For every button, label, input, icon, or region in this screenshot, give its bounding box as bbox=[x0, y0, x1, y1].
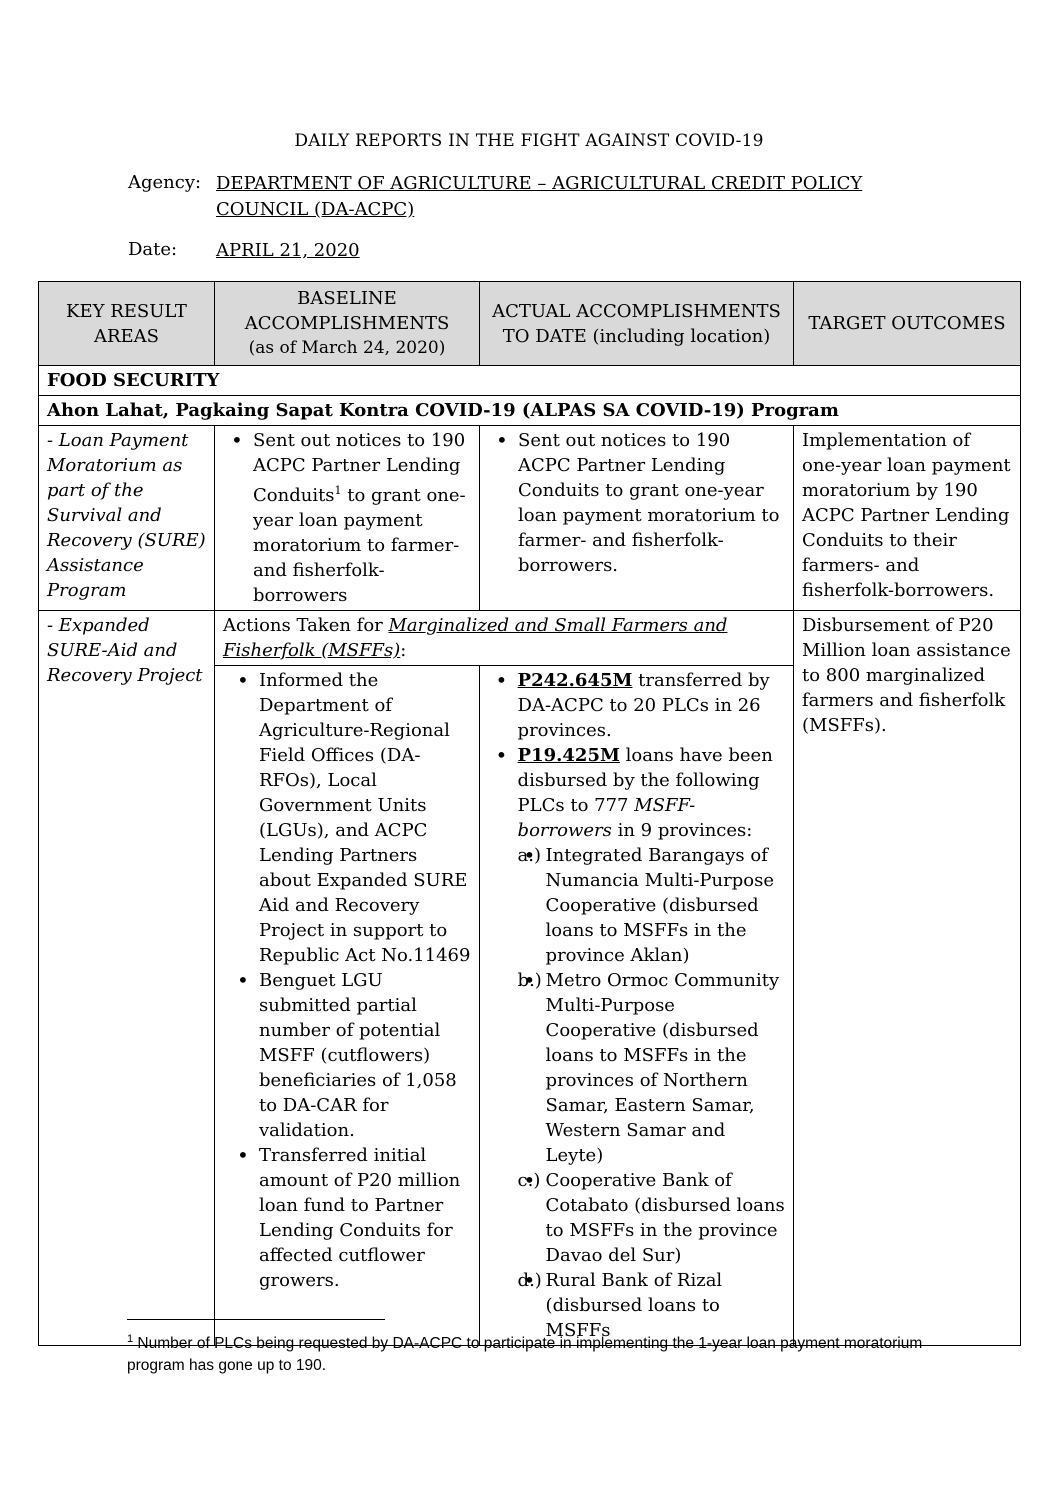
disbursed-amount: P19.425M bbox=[517, 745, 620, 766]
footnote bbox=[127, 1328, 927, 1377]
list-item bbox=[517, 1168, 785, 1268]
list-item: • Benguet LGU submitted partial number of potential MSFF (cutflowers) beneficiaries of 1,058 to DA-CAR for validation. bbox=[259, 968, 471, 1143]
header-baseline bbox=[215, 282, 480, 366]
row2-target: Disbursement of P20 Million loan assistance to 800 marginalized farmers and fisherfolk (MSFFs). bbox=[794, 611, 1021, 1346]
row1-baseline-list bbox=[223, 428, 471, 608]
table-row bbox=[39, 426, 1021, 611]
actions-prefix: Actions Taken for bbox=[223, 615, 389, 636]
row1-actual bbox=[480, 426, 794, 611]
header-baseline-title: BASELINE ACCOMPLISHMENTS bbox=[244, 288, 450, 334]
row2-baseline-list bbox=[223, 668, 471, 1293]
disbursed-text-a: loans have been disbursed by the following PLCs to 777 bbox=[517, 745, 773, 816]
header-row bbox=[39, 282, 1021, 366]
report-table bbox=[38, 281, 1021, 1346]
item-label: • d.) bbox=[517, 1270, 542, 1291]
row2-split bbox=[215, 666, 793, 1345]
row1-baseline-text-b: to grant one-year loan payment moratorium to farmer- and fisherfolk- borrowers bbox=[253, 485, 466, 606]
disbursed-borrowers: MSFF-borrowers bbox=[517, 795, 696, 841]
row2-combined bbox=[215, 611, 794, 1346]
header-key-result-areas: KEY RESULT AREAS bbox=[39, 282, 215, 366]
agency-value: DEPARTMENT OF AGRICULTURE – AGRICULTURAL CREDIT POLICY COUNCIL (DA-ACPC) bbox=[216, 173, 863, 220]
section-food-security: FOOD SECURITY bbox=[39, 366, 1021, 396]
item-text: Rural Bank of Rizal (disbursed loans to MSFFs bbox=[545, 1270, 723, 1341]
item-text: Cooperative Bank of Cotabato (disbursed loans to MSFFs in the province Davao del Sur) bbox=[545, 1170, 785, 1266]
item-text: Integrated Barangays of Numancia Multi-Purpose Cooperative (disbursed loans to MSFFs in the province Aklan) bbox=[545, 845, 774, 966]
list-item bbox=[518, 743, 785, 1343]
transferred-text: transferred by DA-ACPC to 20 PLCs in 26 provinces. bbox=[517, 670, 770, 741]
row1-baseline-text-a: Sent out notices to 190 ACPC Partner Lending Conduits bbox=[253, 430, 466, 506]
row1-target: Implementation of one-year loan payment moratorium by 190 ACPC Partner Lending Conduits to their farmers- and fisherfolk-borrowers. bbox=[794, 426, 1021, 611]
transferred-amount: P242.645M bbox=[517, 670, 633, 691]
footnote-divider bbox=[127, 1319, 385, 1320]
subsection-row bbox=[39, 396, 1021, 426]
plc-list bbox=[518, 843, 785, 1343]
list-item bbox=[253, 428, 471, 608]
actions-suffix: : bbox=[400, 640, 407, 661]
row2-kra: - Expanded SURE-Aid and Recovery Project bbox=[39, 611, 215, 1346]
date-value: APRIL 21, 2020 bbox=[216, 240, 360, 261]
section-row bbox=[39, 366, 1021, 396]
row2-actions-header bbox=[215, 611, 793, 666]
item-label: • c.) bbox=[517, 1170, 541, 1191]
header-actual: ACTUAL ACCOMPLISHMENTS TO DATE (including location) bbox=[480, 282, 794, 366]
footnote-number: 1 bbox=[127, 1333, 134, 1345]
disbursed-text-b: in 9 provinces: bbox=[611, 820, 753, 841]
list-item: • Transferred initial amount of P20 million loan fund to Partner Lending Conduits for affected cutflower growers. bbox=[259, 1143, 471, 1293]
row1-kra: - Loan Payment Moratorium as part of the Survival and Recovery (SURE) Assistance Program bbox=[39, 426, 215, 611]
row2-actual bbox=[480, 666, 793, 1345]
list-item: • Informed the Department of Agriculture-Regional Field Offices (DA-RFOs), Local Government Units (LGUs), and ACPC Lending Partners about Expanded SURE Aid and Recovery Project in support to Republic Act No.11469 bbox=[259, 668, 471, 968]
item-label: • a.) bbox=[517, 845, 542, 866]
list-item bbox=[517, 968, 785, 1168]
table-row bbox=[39, 611, 1021, 1346]
agency-label: Agency: bbox=[128, 172, 202, 193]
item-text: Metro Ormoc Community Multi-Purpose Cooperative (disbursed loans to MSFFs in the provinces of Northern Samar, Eastern Samar, Western Samar and Leyte) bbox=[545, 970, 780, 1166]
row1-actual-list bbox=[488, 428, 785, 578]
footnote-ref: 1 bbox=[334, 484, 342, 497]
footnote-text: Number of PLCs being requested by DA-ACPC to participate in implementing the 1-year loan payment moratorium program has gone up to 190. bbox=[127, 1335, 923, 1375]
header-baseline-date: (as of March 24, 2020) bbox=[248, 338, 446, 358]
page-title: DAILY REPORTS IN THE FIGHT AGAINST COVID-19 bbox=[294, 131, 764, 151]
list-item bbox=[518, 668, 785, 743]
date-label: Date: bbox=[128, 239, 178, 260]
item-label: • b.) bbox=[517, 970, 542, 991]
subsection-alpas: Ahon Lahat, Pagkaing Sapat Kontra COVID-19 (ALPAS SA COVID-19) Program bbox=[39, 396, 1021, 426]
list-item bbox=[517, 843, 785, 968]
row2-actual-list bbox=[488, 668, 785, 1343]
actions-target-group: Marginalized and Small Farmers and Fisherfolk (MSFFs) bbox=[223, 615, 728, 661]
list-item: • Sent out notices to 190 ACPC Partner Lending Conduits to grant one-year loan payment moratorium to farmer- and fisherfolk- borrowers. bbox=[518, 428, 785, 578]
header-target: TARGET OUTCOMES bbox=[794, 282, 1021, 366]
row2-baseline bbox=[215, 666, 480, 1345]
row1-baseline bbox=[215, 426, 480, 611]
